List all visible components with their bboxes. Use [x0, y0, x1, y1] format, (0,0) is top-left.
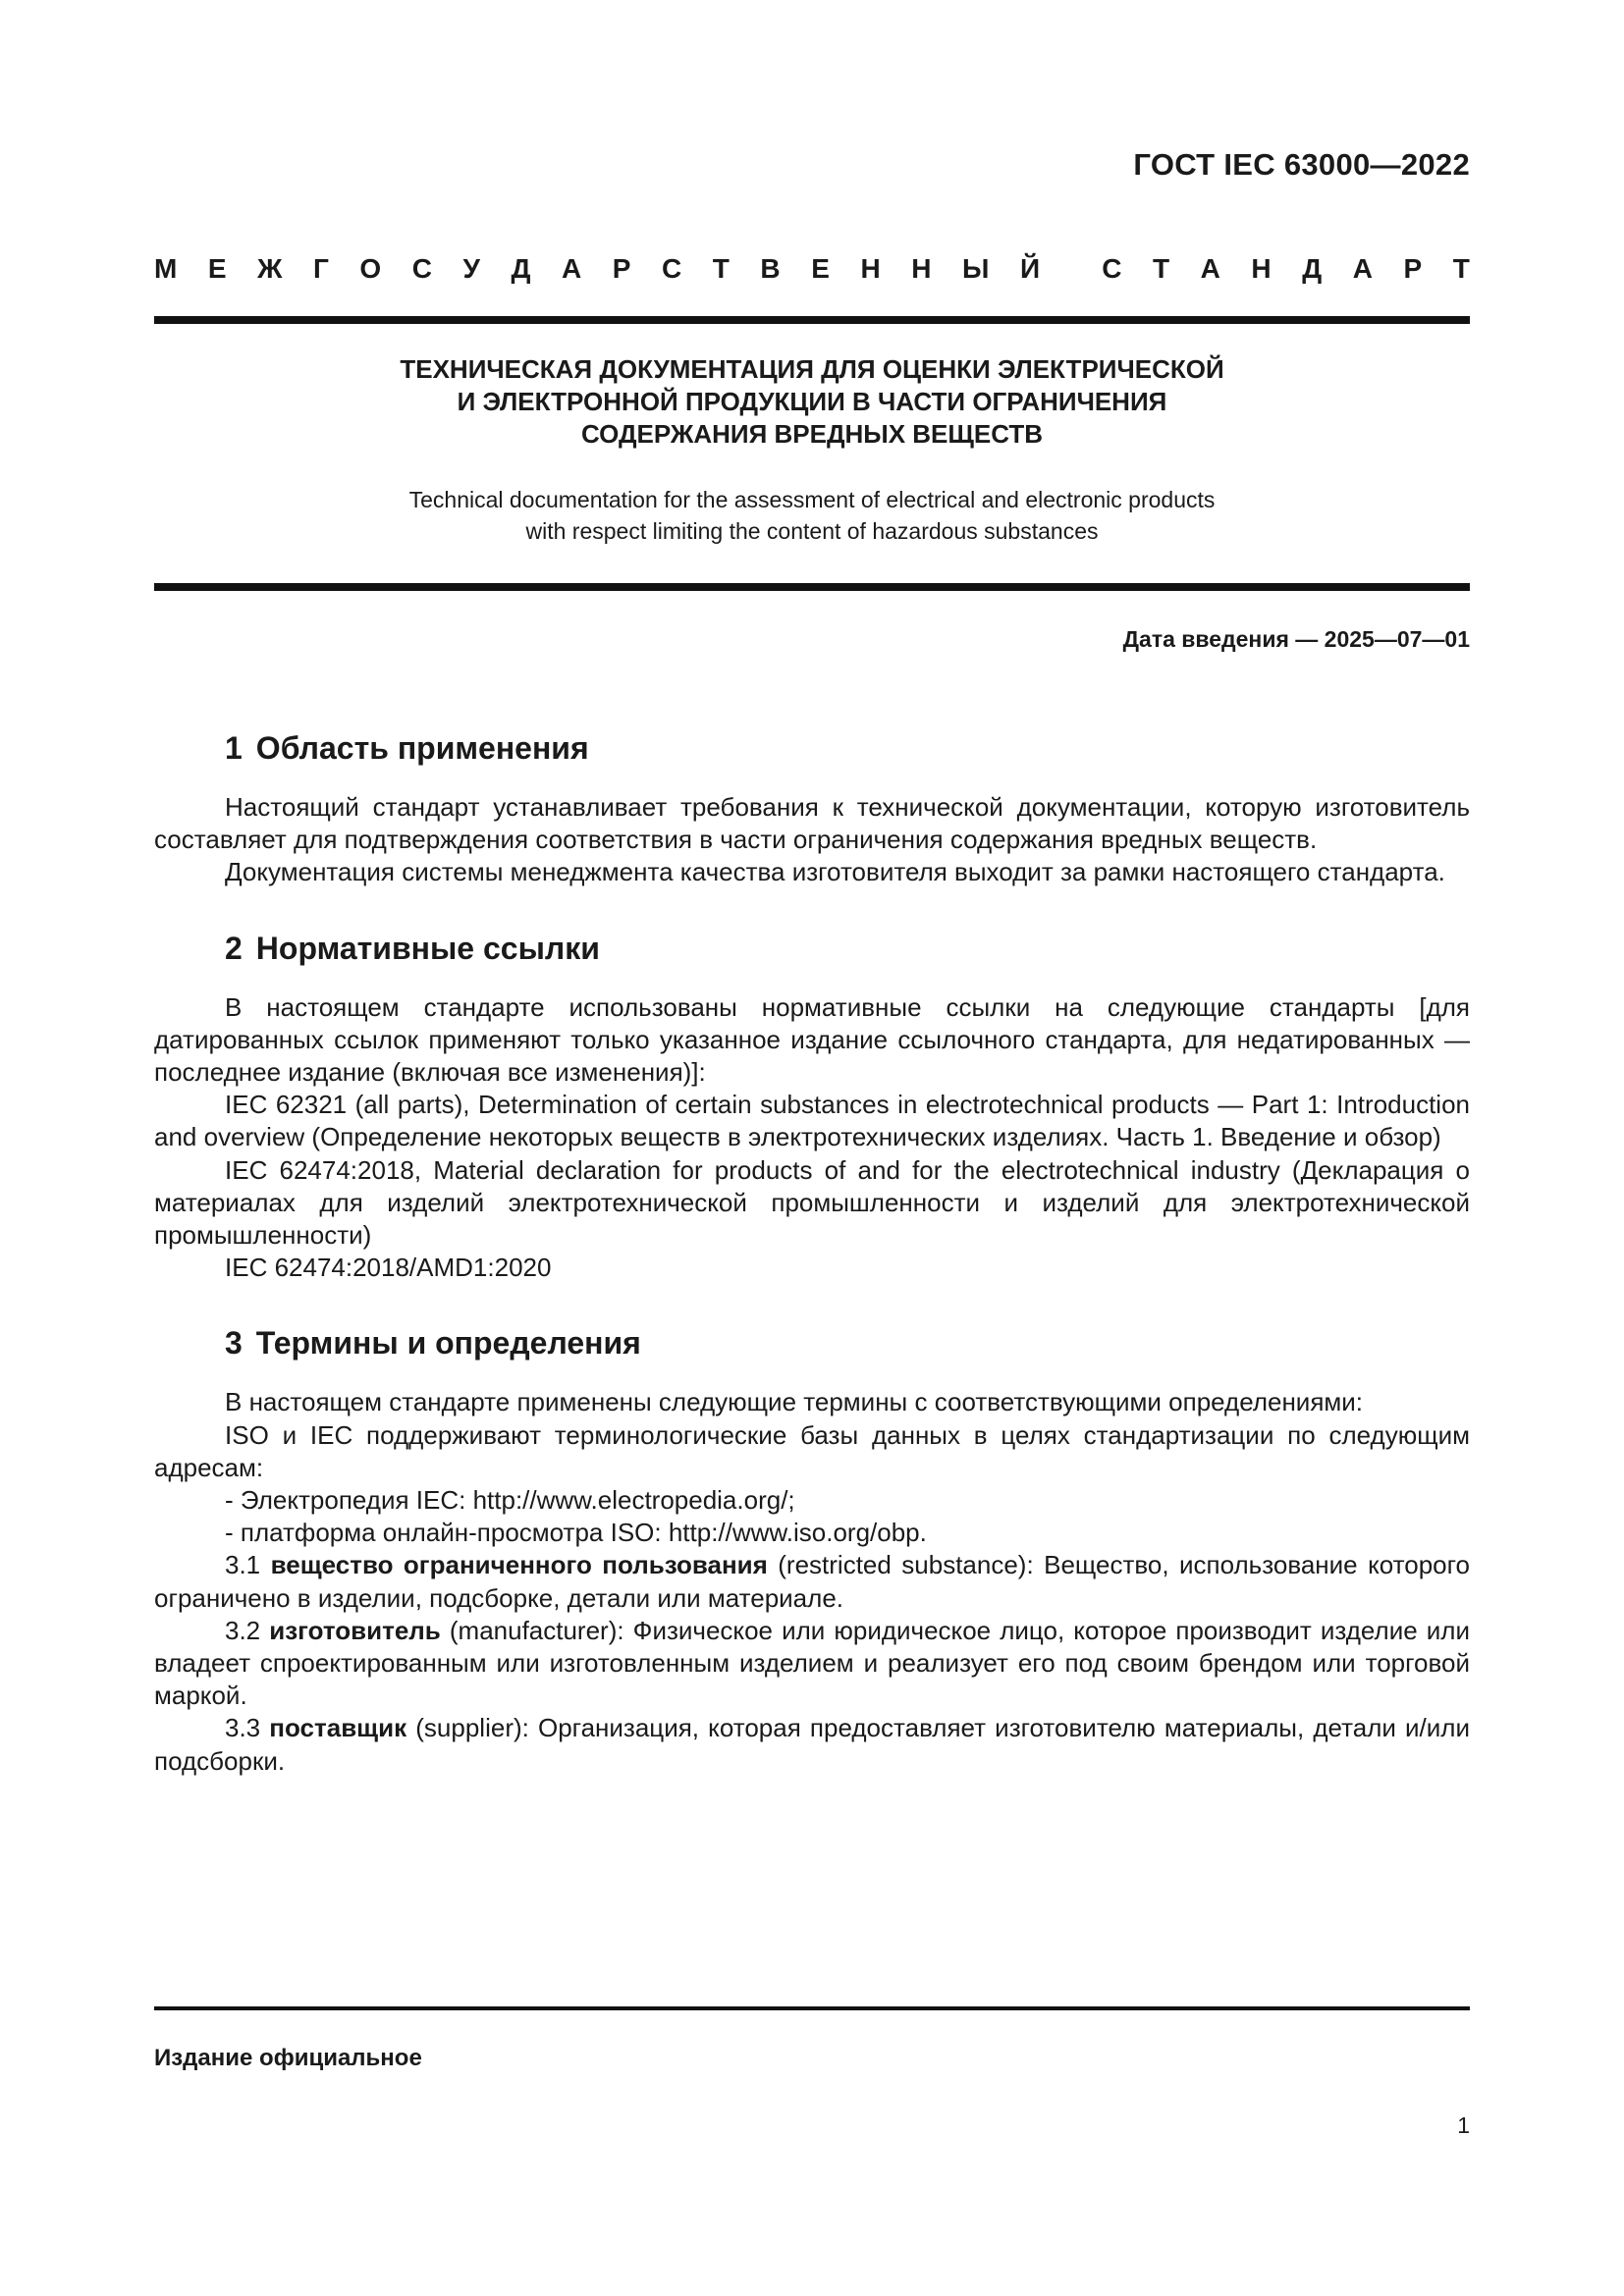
- paragraph: - платформа онлайн-просмотра ISO: http://www.iso.org/obp.: [225, 1518, 927, 1548]
- standard-type-letter: Ж: [257, 253, 283, 284]
- paragraph: В настоящем стандарте использованы нормативные ссылки на следующие стандарты [для датированных ссылок применяют только указанное издание ссылочного стандарта, для недатированных — последнее издание (включая все изменения)]:: [154, 991, 1470, 1088]
- standard-type-letter: Р: [612, 253, 631, 284]
- title-en-line: Technical documentation for the assessment of electrical and electronic products: [408, 487, 1216, 512]
- paragraph: Документация системы менеджмента качества изготовителя выходит за рамки настоящего стандарта.: [225, 857, 1445, 887]
- term-number: 3.3: [225, 1713, 261, 1743]
- title-ru-line: СОДЕРЖАНИЯ ВРЕДНЫХ ВЕЩЕСТВ: [580, 419, 1044, 449]
- standard-type-letter: Д: [1302, 253, 1323, 284]
- term-definition: [154, 1615, 1470, 1713]
- document-title-ru: [154, 353, 1470, 451]
- standard-type-letter: Й: [1019, 253, 1041, 284]
- standard-type-letter: Е: [811, 253, 830, 284]
- title-divider: [154, 583, 1470, 591]
- top-divider: [154, 316, 1470, 324]
- intro-date: Дата введения — 2025—07—01: [1122, 626, 1470, 652]
- standard-type-letter: С: [411, 253, 432, 284]
- section-title: Область применения: [255, 730, 589, 766]
- standard-type-letter: О: [359, 253, 382, 284]
- section-title: Термины и определения: [255, 1325, 641, 1362]
- standard-type-letter: Т: [712, 253, 730, 284]
- term-name: поставщик: [269, 1713, 407, 1743]
- document-body: [154, 728, 1470, 1778]
- page-number: 1: [1457, 2112, 1470, 2138]
- section-heading: [154, 929, 1470, 968]
- standard-type-letter: М: [154, 253, 178, 284]
- standard-type-letter: Р: [1403, 253, 1423, 284]
- term-number: 3.2: [225, 1615, 261, 1645]
- standard-type-letter: А: [561, 253, 582, 284]
- section-number: 1: [225, 730, 243, 766]
- standard-type-letter: У: [462, 253, 480, 284]
- standard-type-letter: Т: [1152, 253, 1170, 284]
- paragraph: IEC 62474:2018/AMD1:2020: [225, 1253, 552, 1283]
- standard-type-letter: А: [1200, 253, 1220, 284]
- standard-type-letter: Г: [312, 253, 329, 284]
- title-ru-line: ТЕХНИЧЕСКАЯ ДОКУМЕНТАЦИЯ ДЛЯ ОЦЕНКИ ЭЛЕКТРИЧЕСКОЙ: [400, 354, 1224, 384]
- paragraph: - Электропедия IEC: http://www.electropedia.org/;: [225, 1485, 795, 1516]
- paragraph: ISO и IEC поддерживают терминологические базы данных в целях стандартизации по следующим адресам:: [154, 1419, 1470, 1482]
- gost-number: ГОСТ IEC 63000—2022: [1133, 147, 1470, 182]
- standard-type-letter: С: [1102, 253, 1122, 284]
- term-text: (restricted substance): Вещество, использование которого ограничено в изделии, подсборке, детали или материале.: [154, 1550, 1470, 1613]
- standard-type-letter: В: [760, 253, 781, 284]
- title-ru-line: И ЭЛЕКТРОННОЙ ПРОДУКЦИИ В ЧАСТИ ОГРАНИЧЕНИЯ: [457, 387, 1167, 416]
- standard-type-letter: Ы: [962, 253, 990, 284]
- paragraph: IEC 62321 (all parts), Determination of certain substances in electrotechnical products — Part 1: Introduction and overview (Определение некоторых веществ в электротехнических изделиях. Часть 1. Введение и обзор): [154, 1090, 1470, 1152]
- standard-type-letter: Н: [911, 253, 932, 284]
- paragraph: IEC 62474:2018, Material declaration for products of and for the electrotechnical industry (Декларация о материалах для изделий электротехнической промышленности и изделий для электротехнической промышленности): [154, 1154, 1470, 1251]
- title-en-line: with respect limiting the content of hazardous substances: [525, 518, 1099, 544]
- section-heading: [154, 1323, 1470, 1362]
- section-number: 3: [225, 1325, 243, 1362]
- standard-type-letter: С: [661, 253, 682, 284]
- standard-type-letter: Н: [1251, 253, 1272, 284]
- standard-type-letter: Д: [511, 253, 531, 284]
- standard-type-letter: Е: [207, 253, 227, 284]
- official-edition-label: Издание официальное: [154, 2045, 422, 2071]
- section-title: Нормативные ссылки: [255, 930, 600, 966]
- standard-type-letter: Т: [1452, 253, 1470, 284]
- footer-divider: [154, 2006, 1470, 2010]
- section-heading: [154, 728, 1470, 768]
- term-text: (manufacturer): Физическое или юридическое лицо, которое производит изделие или владеет спроектированным или изготовленным изделием и реализует его под своим брендом или торговой маркой.: [154, 1615, 1470, 1711]
- document-title-en: [154, 484, 1470, 547]
- standard-type-letter: Н: [860, 253, 881, 284]
- term-number: 3.1: [225, 1550, 261, 1580]
- term-name: вещество ограниченного пользования: [270, 1550, 768, 1580]
- term-name: изготовитель: [269, 1615, 441, 1645]
- term-definition: [154, 1712, 1470, 1777]
- term-text: (supplier): Организация, которая предоставляет изготовителю материалы, детали и/или подсборки.: [154, 1713, 1470, 1776]
- standard-type-heading: [154, 253, 1470, 285]
- section-number: 2: [225, 930, 243, 966]
- paragraph: В настоящем стандарте применены следующие термины с соответствующими определениями:: [225, 1387, 1364, 1417]
- paragraph: Настоящий стандарт устанавливает требования к технической документации, которую изготовитель составляет для подтверждения соответствия в части ограничения содержания вредных веществ.: [154, 792, 1470, 855]
- term-definition: [154, 1549, 1470, 1614]
- standard-type-letter: А: [1352, 253, 1373, 284]
